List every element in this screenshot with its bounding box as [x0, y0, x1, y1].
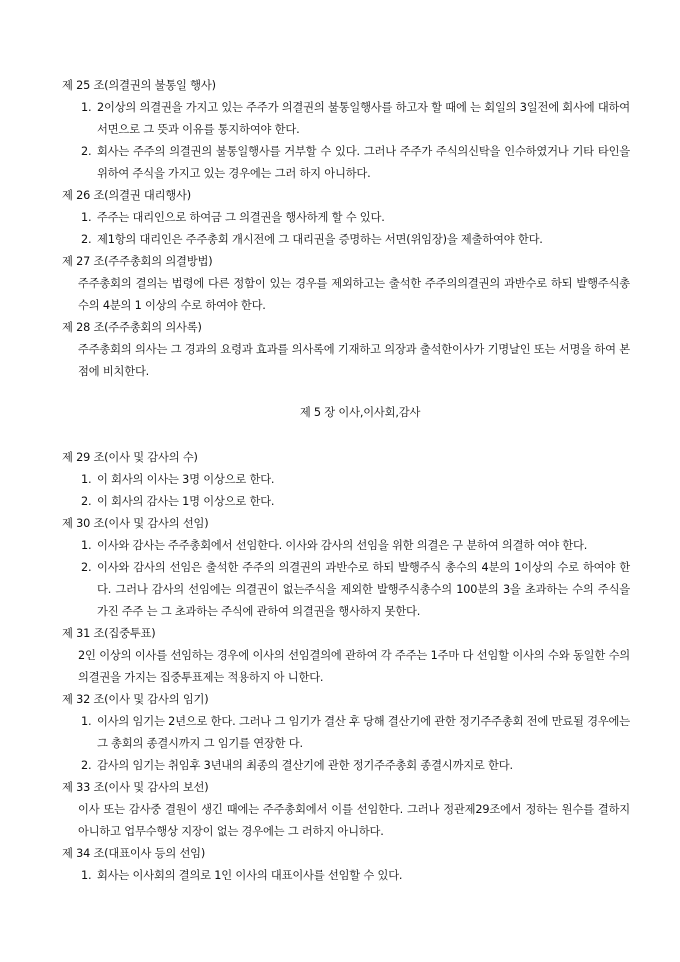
article-item [62, 755, 630, 777]
item-text: 2이상의 의결권을 가지고 있는 주주가 의결권의 불통일행사를 하고자 할 때에 는 회일의 3일전에 회사에 대하여 서면으로 그 뜻과 이유를 통지하여야 한다. [97, 101, 630, 136]
article-heading: 제 33 조(이사 및 감사의 보선) [62, 781, 209, 794]
item-number: 1. [81, 539, 92, 552]
item-text: 이 회사의 이사는 3명 이상으로 한다. [97, 473, 275, 486]
article [62, 623, 630, 689]
article-paragraph: 주주총회의 결의는 법령에 다른 정함이 있는 경우를 제외하고는 출석한 주주의의결권의 과반수로 하되 발행주식총수의 4분의 1 이상의 수로 하여야 한다. [78, 277, 630, 312]
document-body [62, 75, 630, 887]
item-text: 회사는 이사회의 결의로 1인 이사의 대표이사를 선임할 수 있다. [97, 869, 403, 882]
item-number: 1. [81, 715, 92, 728]
article-paragraph: 2인 이상의 이사를 선임하는 경우에 이사의 선임결의에 관하여 각 주주는 1주마 다 선임할 이사의 수와 동일한 수의 의결권을 가지는 집중투표제는 적용하지 아 니한다. [78, 649, 630, 684]
article [62, 185, 630, 251]
article-heading: 제 27 조(주주총회의 의결방법) [62, 255, 213, 268]
item-number: 1. [81, 101, 92, 114]
article-item [62, 535, 630, 557]
item-number: 2. [81, 561, 92, 574]
item-number: 2. [81, 495, 92, 508]
article-item [62, 865, 630, 887]
item-number: 1. [81, 869, 92, 882]
article-item [62, 491, 630, 513]
article-item [62, 207, 630, 229]
item-text: 이사와 감사의 선임은 출석한 주주의 의결권의 과반수로 하되 발행주식 총수의 4분의 1이상의 수로 하여야 한다. 그러나 감사의 선임에는 의결권이 없는주식을 제외한 발행주식총수의 100분의 3을 초과하는 수의 주식을 가진 주주 는 그 초과하는 주식에 관하여 의결권을 행사하지 못한다. [97, 561, 630, 618]
item-number: 2. [81, 759, 92, 772]
articles-group-a [62, 75, 630, 383]
article [62, 689, 630, 777]
article-paragraph: 이사 또는 감사중 결원이 생긴 때에는 주주총회에서 이를 선임한다. 그러나 정관제29조에서 정하는 원수를 결하지 아니하고 업무수행상 지장이 없는 경우에는 그 러하지 아니하다. [78, 803, 630, 838]
item-number: 1. [81, 473, 92, 486]
article-heading: 제 25 조(의결권의 불통일 행사) [62, 79, 216, 92]
article-item [62, 141, 630, 185]
article-item [62, 469, 630, 491]
article [62, 317, 630, 383]
article [62, 777, 630, 843]
item-text: 이 회사의 감사는 1명 이상으로 한다. [97, 495, 275, 508]
article-item [62, 557, 630, 623]
article-item [62, 229, 630, 251]
article-heading: 제 31 조(집중투표) [62, 627, 156, 640]
article-heading: 제 30 조(이사 및 감사의 선임) [62, 517, 209, 530]
article-heading: 제 29 조(이사 및 감사의 수) [62, 451, 198, 464]
article [62, 251, 630, 317]
article-paragraph: 주주총회의 의사는 그 경과의 요령과 효과를 의사록에 기재하고 의장과 출석한이사가 기명날인 또는 서명을 하여 본점에 비치한다. [78, 343, 630, 378]
article-heading: 제 32 조(이사 및 감사의 임기) [62, 693, 209, 706]
item-text: 회사는 주주의 의결권의 불통일행사를 거부할 수 있다. 그러나 주주가 주식의신탁을 인수하였거나 기타 타인을 위하여 주식을 가지고 있는 경우에는 그러 하지 아니하다. [97, 145, 630, 180]
article-item [62, 97, 630, 141]
article-item [62, 711, 630, 755]
article [62, 513, 630, 623]
item-number: 1. [81, 211, 92, 224]
chapter-title: 제 5 장 이사,이사회,감사 [299, 406, 421, 419]
articles-group-b [62, 447, 630, 887]
item-text: 이사의 임기는 2년으로 한다. 그러나 그 임기가 결산 후 당해 결산기에 관한 정기주주총회 전에 만료될 경우에는 그 총회의 종결시까지 그 임기를 연장한 다. [97, 715, 630, 750]
item-number: 2. [81, 145, 92, 158]
item-text: 이사와 감사는 주주총회에서 선임한다. 이사와 감사의 선임을 위한 의결은 구 분하여 의결하 여야 한다. [97, 539, 588, 552]
item-number: 2. [81, 233, 92, 246]
article [62, 75, 630, 185]
article-heading: 제 34 조(대표이사 등의 선임) [62, 847, 206, 860]
article [62, 447, 630, 513]
item-text: 감사의 임기는 취임후 3년내의 최종의 결산기에 관한 정기주주총회 종결시까지로 한다. [97, 759, 513, 772]
article-heading: 제 28 조(주주총회의 의사록) [62, 321, 202, 334]
item-text: 주주는 대리인으로 하여금 그 의결권을 행사하게 할 수 있다. [97, 211, 385, 224]
item-text: 제1항의 대리인은 주주총회 개시전에 그 대리권을 증명하는 서면(위임장)을 제출하여야 한다. [97, 233, 543, 246]
article-heading: 제 26 조(의결권 대리행사) [62, 189, 191, 202]
article [62, 843, 630, 887]
